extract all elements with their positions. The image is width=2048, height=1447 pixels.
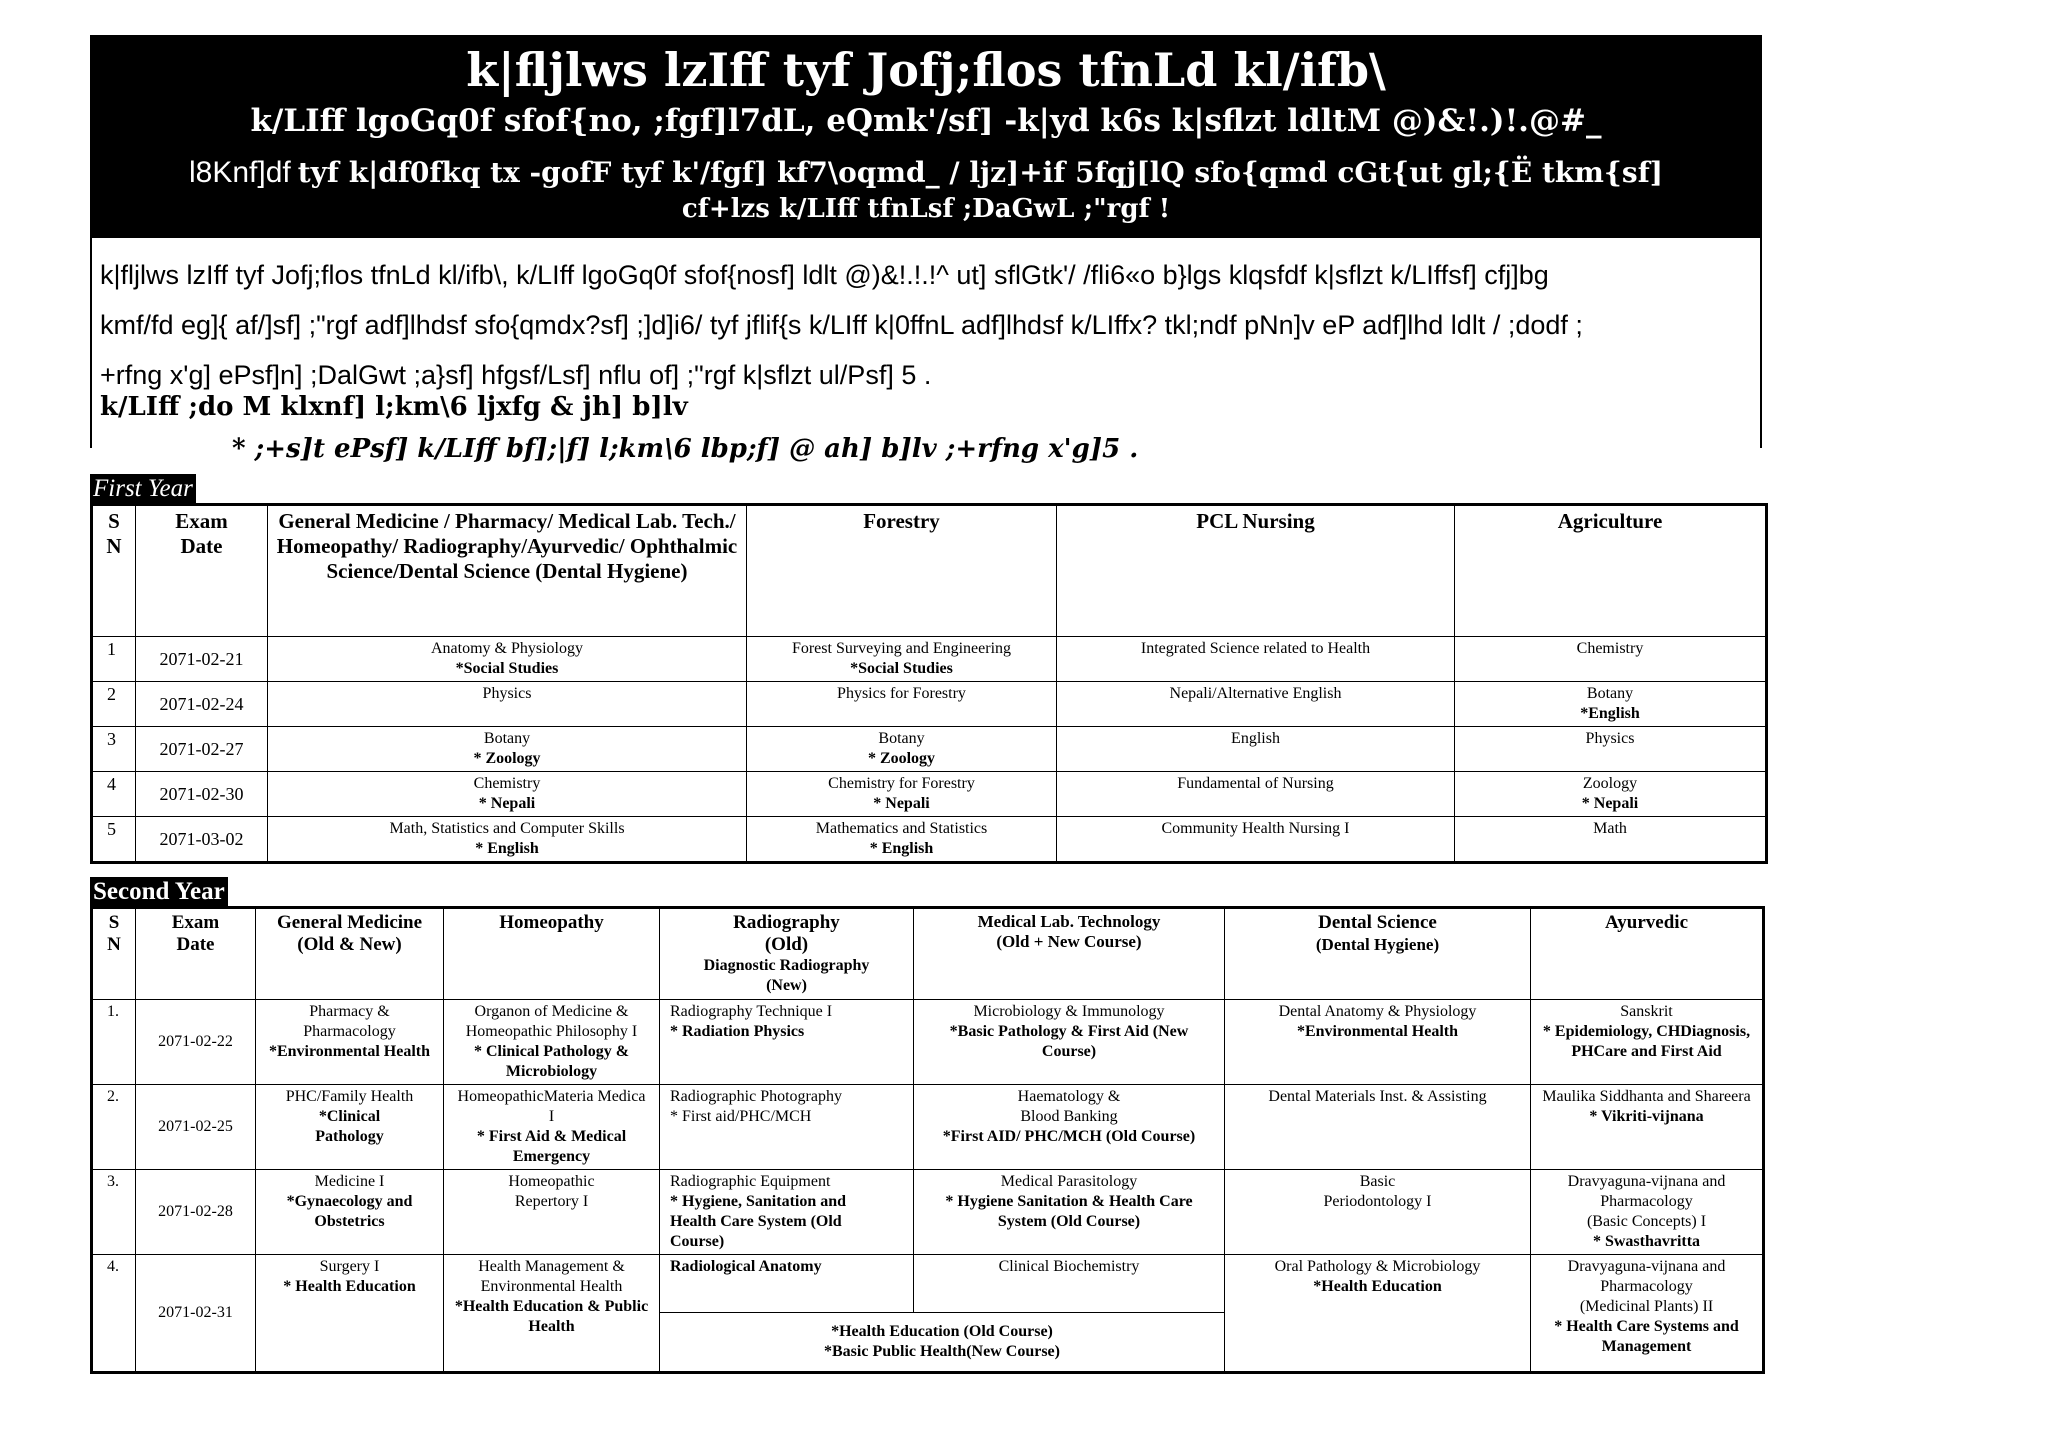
homeopathy-cell (444, 1085, 660, 1170)
medical-lab-technology-header: Medical Lab. Technology (Old + New Course) (914, 908, 1225, 1000)
general-medicine-cell (256, 1085, 444, 1170)
agriculture-cell: Physics (1455, 727, 1767, 772)
notice-heading-line2: cf+lzs k/LIff tfnLsf ;DaGwL ;"rgf ! (681, 194, 1171, 224)
note-line: * Swasthavritta (1592, 1233, 1701, 1250)
first-year-table (90, 503, 1768, 864)
table-row (92, 682, 1767, 727)
table-row (92, 1255, 1764, 1313)
pcl-nursing-cell: Integrated Science related to Health (1057, 637, 1455, 682)
note-line: Microbiology (505, 1063, 598, 1080)
homeopathy-cell (444, 1000, 660, 1085)
subject-line: Periodontology I (1323, 1193, 1432, 1210)
notice-body (100, 250, 1750, 400)
subject-line: Radiographic Photography (670, 1088, 842, 1105)
notice-body-line: k|fljlws lzIff tyf Jofj;flos tfnLd kl/ifb\, k/LIff lgoGq0f sfof{nosf] ldlt @)&!.!.!^ ut] sflGtk'/ /fli6«o b}lgs klqsfdf k|sflzt k/LIffsf] cfj]bg (100, 260, 1549, 290)
subject-line: Microbiology & Immunology (973, 1003, 1165, 1020)
header-banner (90, 35, 1762, 238)
note-line: Course) (670, 1233, 725, 1250)
second-shift-note: * ;+s]t ePsf] k/LIff bf];|f] l;km\6 lbp;f] @ ah] b]lv ;+rfng x'g]5 . (232, 434, 1139, 464)
subject-line: HomeopathicMateria Medica (457, 1088, 646, 1105)
subject-line: Blood Banking (1020, 1108, 1118, 1125)
subject-line: Medical Parasitology (1000, 1173, 1138, 1190)
note-line: Radiological Anatomy (670, 1258, 822, 1275)
note-line: *Health Education (Old Course) (831, 1323, 1053, 1340)
pcl-nursing-header: PCL Nursing (1057, 505, 1455, 637)
general-medicine-header: General Medicine (Old & New) (256, 908, 444, 1000)
note-line: Obstetrics (314, 1213, 385, 1230)
note-line: Health Care System (Old (670, 1213, 842, 1230)
note-line: * Hygiene Sanitation & Health Care (945, 1193, 1193, 1210)
subject-line: Homeopathic Philosophy I (465, 1023, 638, 1040)
row-exam-date: 2071-02-31 (136, 1255, 256, 1373)
note-line: * Hygiene, Sanitation and (670, 1193, 847, 1210)
second-year-table (90, 906, 1765, 1374)
subject-line: PHC/Family Health (285, 1088, 414, 1105)
ayurvedic-header: Ayurvedic (1531, 908, 1764, 1000)
general-medicine-cell: Math, Statistics and Computer Skills * English (268, 817, 747, 863)
subject-line: (Basic Concepts) I (1586, 1213, 1707, 1230)
subject-line: Dental Materials Inst. & Assisting (1268, 1088, 1487, 1105)
subject-line: Haematology & (1017, 1088, 1121, 1105)
notice-heading-rest: tyf k|df0fkq tx -gofF tyf k'/fgf] kf7\oqmd_ / ljz]+if 5fqj[lQ sfo{qmd cGt{ut gl;{Ë tkm{sf] (297, 156, 1663, 189)
note-line: * Clinical Pathology & (473, 1043, 630, 1060)
row-sn: 2 (92, 682, 136, 727)
forestry-cell: Mathematics and Statistics * English (747, 817, 1057, 863)
note-line: *Environmental Health (268, 1043, 431, 1060)
general-medicine-cell (256, 1255, 444, 1373)
note-line: * First Aid & Medical (476, 1128, 627, 1145)
subject-line: Dravyaguna-vijnana and (1567, 1258, 1726, 1275)
row-sn: 1 (92, 637, 136, 682)
note-line: *Health Education (1313, 1278, 1442, 1295)
note-line: * Epidemiology, CHDiagnosis, (1542, 1023, 1751, 1040)
pcl-nursing-cell: Nepali/Alternative English (1057, 682, 1455, 727)
note-line: Course) (1041, 1043, 1097, 1060)
ayurvedic-cell (1531, 1170, 1764, 1255)
row-exam-date: 2071-02-28 (136, 1170, 256, 1255)
first-year-label: First Year (90, 474, 196, 504)
agriculture-cell: Math (1455, 817, 1767, 863)
forestry-cell: Chemistry for Forestry * Nepali (747, 772, 1057, 817)
subject-line: Basic (1359, 1173, 1396, 1190)
note-line: Emergency (512, 1148, 591, 1165)
row-sn: 4 (92, 772, 136, 817)
medical-lab-technology-cell (914, 1085, 1225, 1170)
note-line: Pathology (315, 1128, 384, 1145)
dental-science-cell (1225, 1085, 1531, 1170)
row-exam-date: 2071-02-27 (136, 727, 268, 772)
subject-line: Pharmacology (1600, 1278, 1693, 1295)
ayurvedic-cell (1531, 1255, 1764, 1373)
row-sn: 2. (92, 1085, 136, 1170)
sn-header: S N (92, 505, 136, 637)
subject-line: Dravyaguna-vijnana and (1567, 1173, 1726, 1190)
exam-time-line: k/LIff ;do M klxnf] l;km\6 ljxfg & jh] b]lv (100, 392, 688, 422)
medical-lab-technology-cell (914, 1255, 1225, 1313)
subject-line: Environmental Health (480, 1278, 623, 1295)
dental-science-header: Dental Science (Dental Hygiene) (1225, 908, 1531, 1000)
agriculture-header: Agriculture (1455, 505, 1767, 637)
note-line: *Health Education & Public (454, 1298, 649, 1315)
row-exam-date: 2071-02-21 (136, 637, 268, 682)
table-row (92, 727, 1767, 772)
subject-line: Maulika Siddhanta and Shareera (1542, 1088, 1751, 1105)
row-exam-date: 2071-02-25 (136, 1085, 256, 1170)
medical-lab-technology-cell (914, 1170, 1225, 1255)
row-sn: 3. (92, 1170, 136, 1255)
note-line: *Gynaecology and (286, 1193, 413, 1210)
homeopathy-cell (444, 1170, 660, 1255)
subject-line: I (548, 1108, 555, 1125)
subject-line: Pharmacology (303, 1023, 396, 1040)
note-line: * Health Education (283, 1278, 416, 1295)
second-year-label: Second Year (90, 877, 228, 907)
agriculture-cell: Botany *English (1455, 682, 1767, 727)
sn-header: S N (92, 908, 136, 1000)
note-line: *Basic Pathology & First Aid (New (949, 1023, 1189, 1040)
note-line: Health (528, 1318, 575, 1335)
ayurvedic-cell (1531, 1000, 1764, 1085)
note-line: PHCare and First Aid (1571, 1043, 1722, 1060)
subject-line: Repertory I (514, 1193, 589, 1210)
radiography-cell (660, 1085, 914, 1170)
council-title: k|fljlws lzIff tyf Jofj;flos tfnLd kl/ifb\ (466, 43, 1386, 97)
subject-line: Health Management & (478, 1258, 625, 1275)
row-exam-date: 2071-03-02 (136, 817, 268, 863)
forestry-cell: Botany * Zoology (747, 727, 1057, 772)
note-line: *Clinical (318, 1108, 381, 1125)
subject-line: Pharmacology (1600, 1193, 1693, 1210)
shared-health-education-cell (660, 1313, 1225, 1373)
note-line: System (Old Course) (997, 1213, 1141, 1230)
general-medicine-cell (256, 1170, 444, 1255)
row-exam-date: 2071-02-22 (136, 1000, 256, 1085)
forestry-cell: Physics for Forestry (747, 682, 1057, 727)
row-exam-date: 2071-02-30 (136, 772, 268, 817)
dental-science-cell (1225, 1170, 1531, 1255)
table-row (92, 637, 1767, 682)
table-row (92, 1000, 1764, 1085)
radiography-header: Radiography (Old) Diagnostic Radiography (New) (660, 908, 914, 1000)
subject-line: Surgery I (319, 1258, 380, 1275)
notice-heading-line1 (90, 155, 1762, 192)
radiography-cell (660, 1170, 914, 1255)
pcl-nursing-cell: Fundamental of Nursing (1057, 772, 1455, 817)
general-medicine-cell: Chemistry * Nepali (268, 772, 747, 817)
note-line: * Vikriti-vijnana (1589, 1108, 1704, 1125)
medical-lab-technology-cell (914, 1000, 1225, 1085)
homeopathy-header: Homeopathy (444, 908, 660, 1000)
subject-line: Homeopathic (508, 1173, 595, 1190)
exam-date-header: Exam Date (136, 908, 256, 1000)
homeopathy-cell (444, 1255, 660, 1373)
table-row (92, 1170, 1764, 1255)
agriculture-cell: Zoology * Nepali (1455, 772, 1767, 817)
note-line: * Radiation Physics (670, 1023, 805, 1040)
subject-line: Oral Pathology & Microbiology (1274, 1258, 1481, 1275)
subject-line: Dental Anatomy & Physiology (1278, 1003, 1477, 1020)
note-line: *Basic Public Health(New Course) (824, 1343, 1060, 1360)
subject-line: Radiographic Equipment (670, 1173, 831, 1190)
row-exam-date: 2071-02-24 (136, 682, 268, 727)
subject-line: Clinical Biochemistry (998, 1258, 1140, 1275)
note-line: *Environmental Health (1296, 1023, 1459, 1040)
row-sn: 1. (92, 1000, 136, 1085)
general-medicine-cell: Physics (268, 682, 747, 727)
subject-line: Radiography Technique I (670, 1003, 833, 1020)
pcl-nursing-cell: English (1057, 727, 1455, 772)
pcl-nursing-cell: Community Health Nursing I (1057, 817, 1455, 863)
table-header-row (92, 908, 1764, 1000)
note-line: Management (1601, 1338, 1692, 1355)
subject-line: (Medicinal Plants) II (1579, 1298, 1714, 1315)
table-row (92, 772, 1767, 817)
agriculture-cell: Chemistry (1455, 637, 1767, 682)
dental-science-cell (1225, 1000, 1531, 1085)
note-line: *First AID/ PHC/MCH (Old Course) (942, 1128, 1196, 1145)
subject-line: * First aid/PHC/MCH (670, 1108, 812, 1125)
general-medicine-header: General Medicine / Pharmacy/ Medical Lab. Tech./ Homeopathy/ Radiography/Ayurvedic/ Ophthalmic Science/Dental Science (Dental Hygiene) (268, 505, 747, 637)
subject-line: Medicine I (314, 1173, 385, 1190)
general-medicine-cell: Botany * Zoology (268, 727, 747, 772)
general-medicine-cell: Anatomy & Physiology *Social Studies (268, 637, 747, 682)
general-medicine-cell (256, 1000, 444, 1085)
forestry-cell: Forest Surveying and Engineering *Social Studies (747, 637, 1057, 682)
office-subtitle: k/LIff lgoGq0f sfof{no, ;fgf]l7dL, eQmk'/sf] -k|yd k6s k|sflzt ldltM @)&!.)!.@#_ (250, 103, 1602, 139)
row-sn: 4. (92, 1255, 136, 1373)
radiography-cell (660, 1000, 914, 1085)
ayurvedic-cell (1531, 1085, 1764, 1170)
subject-line: Organon of Medicine & (474, 1003, 629, 1020)
row-sn: 5 (92, 817, 136, 863)
forestry-header: Forestry (747, 505, 1057, 637)
subject-line: Pharmacy & (309, 1003, 390, 1020)
row-sn: 3 (92, 727, 136, 772)
notice-body-line: +rfng x'g] ePsf]n] ;DalGwt ;a}sf] hfgsf/Lsf] nflu of] ;"rgf k|sflzt ul/Psf] 5 . (100, 360, 932, 390)
table-header-row (92, 505, 1767, 637)
table-row (92, 1085, 1764, 1170)
radiography-cell (660, 1255, 914, 1313)
notice-body-line: kmf/fd eg]{ af/]sf] ;"rgf adf]lhdsf sfo{qmdx?sf] ;]d]i6/ tyf jflif{s k/LIff k|0ffnL adf]lhdsf k/LIffx? tkl;ndf pNn]v eP adf]lhd ldlt / ;dodf ; (100, 310, 1583, 340)
exam-date-header: Exam Date (136, 505, 268, 637)
table-row (92, 817, 1767, 863)
notice-heading-prefix: l8Knf]df (188, 156, 291, 189)
dental-science-cell (1225, 1255, 1531, 1373)
subject-line: Sanskrit (1620, 1003, 1673, 1020)
note-line: * Health Care Systems and (1554, 1318, 1739, 1335)
